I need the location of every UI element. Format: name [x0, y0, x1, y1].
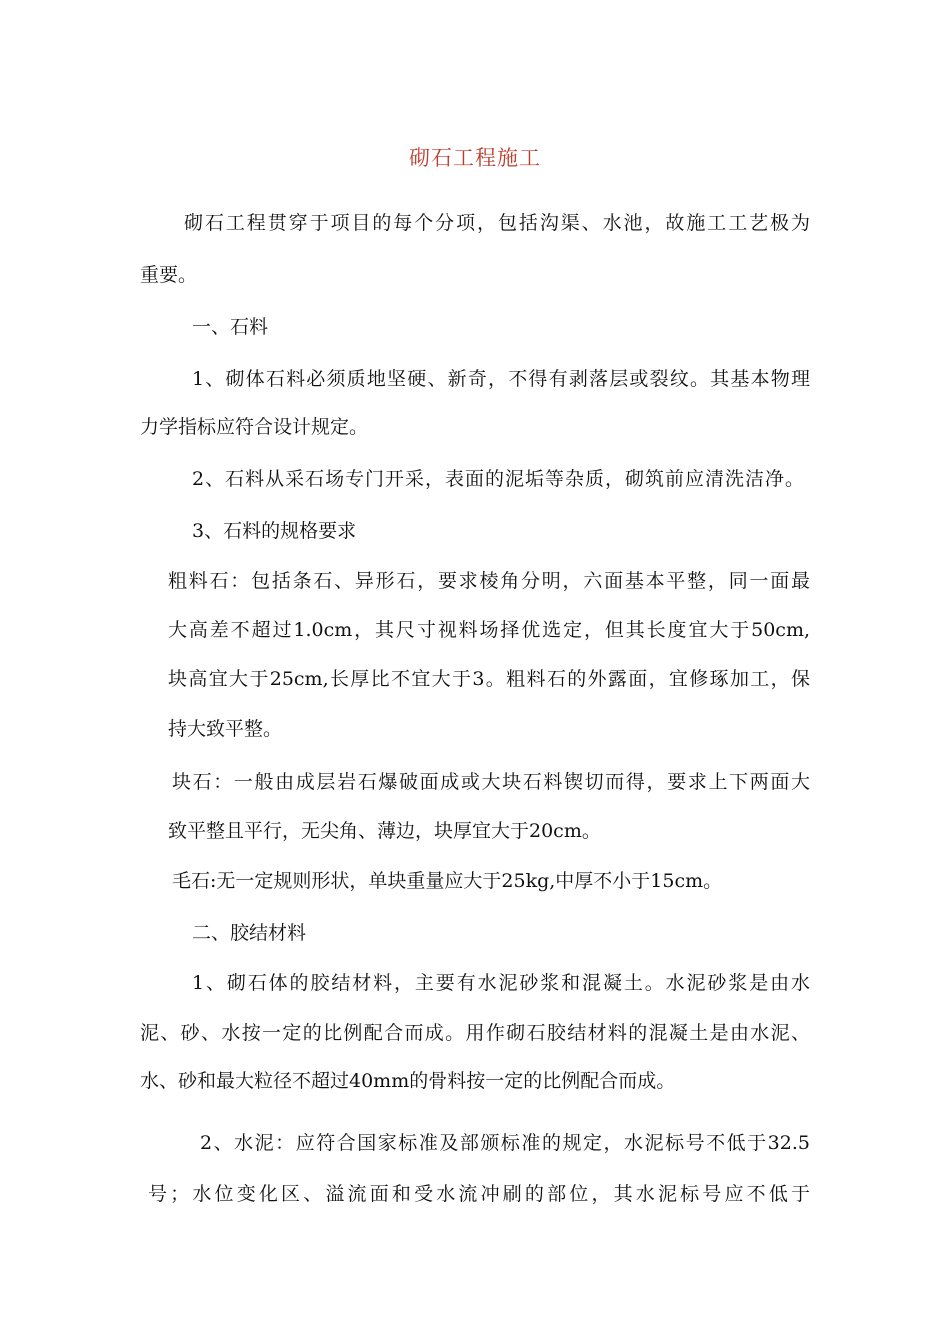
paragraph-line: 力学指标应符合设计规定。: [140, 416, 369, 438]
paragraph-line: 水、砂和最大粒径不超过40mm的骨料按一定的比例配合而成。: [140, 1070, 676, 1092]
section-heading: 二、胶结材料: [192, 922, 307, 944]
paragraph-line: 号；水位变化区、溢流面和受水流冲刷的部位，其水泥标号应不低于: [148, 1183, 810, 1205]
paragraph-line: 块石：一般由成层岩石爆破面成或大块石料锲切而得，要求上下两面大: [172, 771, 810, 793]
paragraph-line: 重要。: [140, 264, 198, 286]
paragraph-line: 粗料石：包括条石、异形石，要求棱角分明，六面基本平整，同一面最: [168, 570, 810, 592]
section-heading: 一、石料: [192, 316, 269, 338]
paragraph-line: 致平整且平行，无尖角、薄边，块厚宜大于20cm。: [168, 820, 601, 842]
paragraph-line: 块高宜大于25cm,长厚比不宜大于3。粗料石的外露面，宜修琢加工，保: [168, 668, 810, 690]
paragraph-line: 大高差不超过1.0cm，其尺寸视料场择优选定，但其长度宜大于50cm,: [168, 619, 810, 641]
paragraph-line: 1、砌体石料必须质地坚硬、新奇，不得有剥落层或裂纹。其基本物理: [192, 368, 810, 390]
paragraph-line: 持大致平整。: [168, 718, 283, 740]
paragraph-line: 1、砌石体的胶结材料，主要有水泥砂浆和混凝土。水泥砂浆是由水: [192, 972, 810, 994]
paragraph-line: 砌石工程贯穿于项目的每个分项，包括沟渠、水池，故施工工艺极为: [184, 212, 810, 234]
paragraph-line: 2、水泥：应符合国家标准及部颁标准的规定，水泥标号不低于32.5: [200, 1132, 810, 1154]
subsection-heading: 3、石料的规格要求: [192, 520, 357, 542]
paragraph-line: 2、石料从采石场专门开采，表面的泥垢等杂质，砌筑前应清洗洁净。: [192, 468, 804, 490]
document-title: 砌石工程施工: [409, 146, 541, 170]
paragraph-line: 泥、砂、水按一定的比例配合而成。用作砌石胶结材料的混凝土是由水泥、: [140, 1022, 810, 1044]
paragraph-line: 毛石:无一定规则形状，单块重量应大于25kg,中厚不小于15cm。: [172, 870, 723, 892]
